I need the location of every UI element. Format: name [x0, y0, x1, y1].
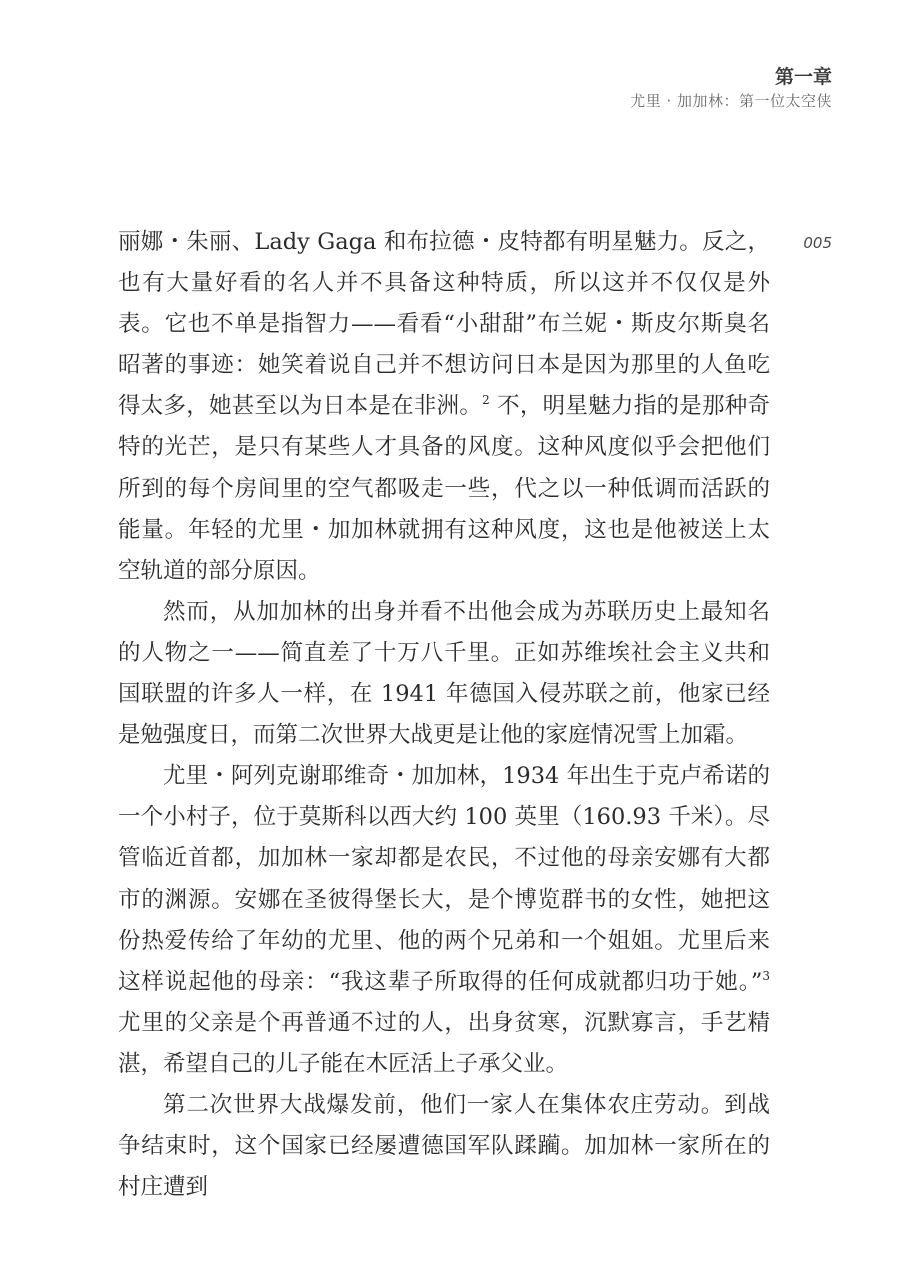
paragraph-text: 然而，从加加林的出身并看不出他会成为苏联历史上最知名的人物之一——简直差了十万八千里。正如苏维埃社会主义共和国联盟的许多人一样，在 1941 年德国入侵苏联之前，他家已经是勉强度日，而第二次世界大战更是让他的家庭情况雪上加霜。: [118, 598, 770, 749]
page-number: 005: [803, 234, 832, 252]
paragraph-4: [118, 1085, 770, 1208]
paragraph-text: 丽娜・朱丽、Lady Gaga 和布拉德・皮特都有明星魅力。反之，也有大量好看的名人并不具备这种特质，所以这并不仅仅是外表。它也不单是指智力——看看“小甜甜”布兰妮・斯皮尔斯臭名昭著的事迹：她笑着说自己并不想访问日本是因为那里的人鱼吃得太多，她甚至以为日本是在非洲。: [118, 229, 770, 420]
footnote-marker: 3: [762, 968, 770, 983]
paragraph-text: 第二次世界大战爆发前，他们一家人在集体农庄劳动。到战争结束时，这个国家已经屡遭德国军队蹂躏。加加林一家所在的村庄遭到: [118, 1091, 770, 1201]
chapter-subtitle: 尤里 · 加加林：第一位太空侠: [630, 92, 832, 110]
body-text: [118, 222, 770, 1208]
paragraph-2: [118, 592, 770, 756]
footnote-marker: 2: [482, 393, 490, 408]
paragraph-text: 尤里的父亲是个再普通不过的人，出身贫寒，沉默寡言，手艺精湛，希望自己的儿子能在木匠活上子承父业。: [118, 1009, 770, 1077]
paragraph-3: [118, 756, 770, 1085]
paragraph-text: 不，明星魅力指的是那种奇特的光芒，是只有某些人才具备的风度。这种风度似乎会把他们所到的每个房间里的空气都吸走一些，代之以一种低调而活跃的能量。年轻的尤里・加加林就拥有这种风度，这也是他被送上太空轨道的部分原因。: [118, 393, 770, 584]
paragraph-1: [118, 222, 770, 592]
paragraph-text: 尤里・阿列克谢耶维奇・加加林，1934 年出生于克卢希诺的一个小村子，位于莫斯科以西大约 100 英里（160.93 千米）。尽管临近首都，加加林一家却都是农民，不过他的母亲安娜有大都市的渊源。安娜在圣彼得堡长大，是个博览群书的女性，她把这份热爱传给了年幼的尤里、他的两个兄弟和一个姐姐。尤里后来这样说起他的母亲：“我这辈子所取得的任何成就都归功于她。”: [118, 763, 770, 995]
running-head: [630, 64, 832, 112]
chapter-label: 第一章: [774, 66, 832, 88]
